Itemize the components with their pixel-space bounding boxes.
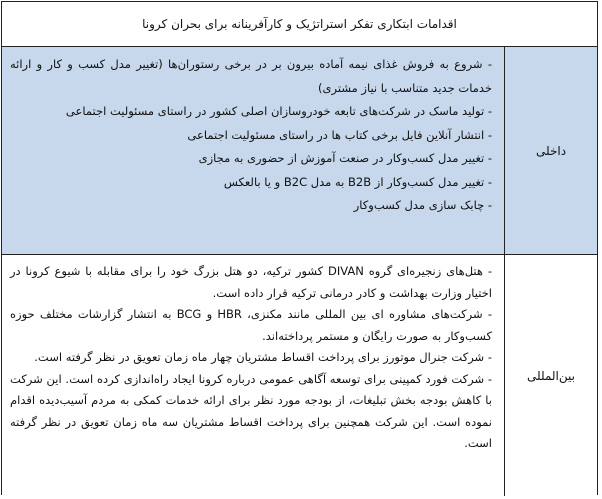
table-title: اقدامات ابتکاری تفکر استراتژیک و کارآفرینانه برای بحران کرونا — [2, 2, 597, 47]
row-content-international — [2, 255, 504, 496]
list-item: - شروع به فروش غذای نیمه آماده بیرون بر در برخی رستوران‌ها (تغییر مدل کسب و کار و ارائه خدمات جدید متناسب با نیاز مشتری) — [10, 57, 492, 95]
row-content-domestic — [2, 47, 504, 254]
list-item: - هتل‌های زنجیره‌ای گروه DIVAN کشور ترکیه، دو هتل بزرگ خود را برای مقابله با شیوع کرونا در اختیار وزارت بهداشت و کادر درمانی ترکیه قرار داده است. — [10, 264, 492, 300]
row-label-international: بین‌المللی — [504, 255, 597, 496]
table-row-domestic — [2, 47, 597, 255]
list-item: - شرکت فورد کمپینی برای توسعه آگاهی عمومی درباره کرونا ایجاد راه‌اندازی کرده است. این شرکت با کاهش بودجه بخش تبلیغات، از بودجه مورد نظر برای ارائه خدمات کمکی به مردم آسیب‌دیده اقدام نموده است. این شرکت همچنین برای پرداخت اقساط مشتریان سه ماه زمان تعویق در نظر گرفته است. — [10, 371, 492, 450]
list-item: - چابک سازی مدل کسب‌وکار — [353, 198, 492, 212]
table-row-international — [2, 255, 597, 496]
list-item: - شرکت‌های مشاوره ای بین المللی مانند مکنزی، HBR و BCG به انتشار گزارشات مختلف حوزه کسب‌وکار به صورت رایگان و مستمر پرداخته‌اند. — [10, 307, 492, 343]
strategy-table — [1, 1, 598, 495]
list-item: - تغییر مدل کسب‌وکار در صنعت آموزش از حضوری به مجازی — [198, 151, 492, 165]
list-item: - انتشار آنلاین فایل برخی کتاب ها در راستای مسئولیت اجتماعی — [187, 127, 492, 142]
list-item: - تولید ماسک در شرکت‌های تابعه خودروسازان اصلی کشور در راستای مسئولیت اجتماعی — [65, 104, 492, 118]
list-item: - تغییر مدل کسب‌وکار از B2B به مدل B2C و یا بالعکس — [223, 174, 492, 189]
list-item: - شرکت جنرال موتورز برای پرداخت اقساط مشتریان چهار ماه زمان تعویق در نظر گرفته است. — [34, 350, 492, 364]
row-label-domestic: داخلی — [504, 47, 597, 254]
